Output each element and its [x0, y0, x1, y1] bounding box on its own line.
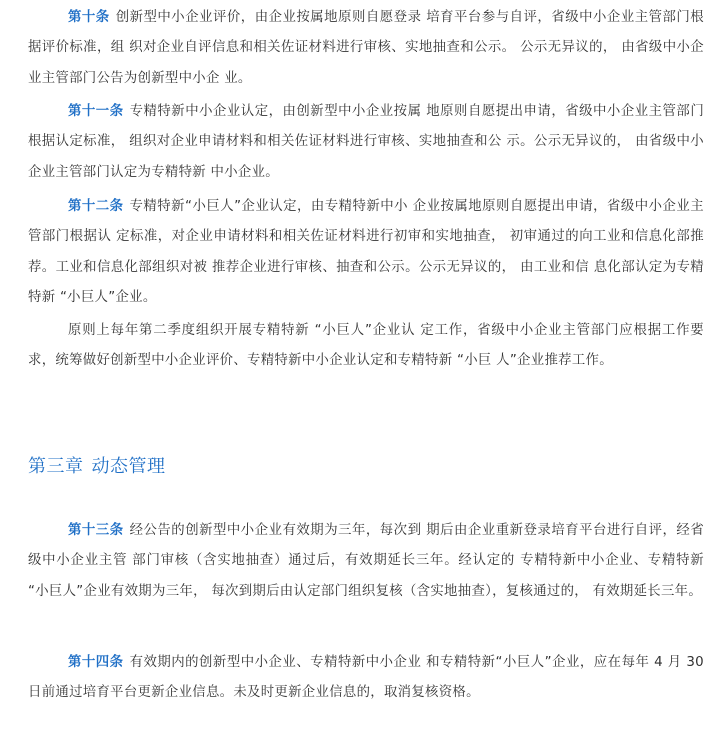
article-13-text: 经公告的创新型中小企业有效期为三年，每次到 期后由企业重新登录培育平台进行自评，经省级中小企业主管 部门审核（含实地抽查）通过后，有效期延长三年。经认定的 专精特新中小企业、专精特新 “小巨人”企业有效期为三年， 每次到期后由认定部门组织复核（含实地抽查），复核通过的， 有效期延长三年。: [28, 523, 705, 599]
paragraph-annual-schedule: 原则上每年第二季度组织开展专精特新 “小巨人”企业认 定工作，省级中小企业主管部门应根据工作要求，统筹做好创新型中小企业评价、专精特新中小企业认定和专精特新 “小巨 人”企业推荐工作。: [28, 323, 704, 369]
article-14-label: 第十四条: [68, 655, 124, 670]
article-12-text: 专精特新“小巨人”企业认定，由专精特新中小 企业按属地原则自愿提出申请，省级中小企业主管部门根据认 定标准，对企业申请材料和相关佐证材料进行初审和实地抽查， 初审通过的向工业和信息化部推荐。工业和信息化部组织对被 推荐企业进行审核、抽查和公示。公示无异议的， 由工业和信 息化部认定为专精特新 “小巨人”企业。: [28, 199, 705, 306]
article-13: [28, 516, 704, 607]
article-10-text: 创新型中小企业评价，由企业按属地原则自愿登录 培育平台参与自评，省级中小企业主管部门根据评价标准，组 织对企业自评信息和相关佐证材料进行审核、实地抽查和公示。 公示无异议的， 由省级中小企业主管部门公告为创新型中小企 业。: [28, 10, 704, 86]
article-13-label: 第十三条: [68, 523, 124, 538]
chapter-number: 第三章: [28, 456, 84, 477]
article-14-text: 有效期内的创新型中小企业、专精特新中小企业 和专精特新“小巨人”企业，应在每年 4 月 30 日前通过培育平台更新企业信息。未及时更新企业信息的，取消复核资格。: [28, 655, 704, 701]
chapter-title: 动态管理: [91, 456, 166, 477]
article-14: [28, 648, 704, 709]
article-11-label: 第十一条: [68, 104, 124, 119]
article-10: [28, 3, 704, 94]
article-11: [28, 97, 704, 188]
article-10-label: 第十条: [68, 10, 110, 25]
article-12-label: 第十二条: [68, 199, 124, 214]
article-11-text: 专精特新中小企业认定，由创新型中小企业按属 地原则自愿提出申请，省级中小企业主管部门根据认定标准， 组织对企业申请材料和相关佐证材料进行审核、实地抽查和公 示。公示无异议的， 由省级中小企业主管部门认定为专精特新 中小企业。: [28, 104, 705, 180]
chapter-heading: [28, 452, 166, 478]
article-12: [28, 192, 704, 314]
